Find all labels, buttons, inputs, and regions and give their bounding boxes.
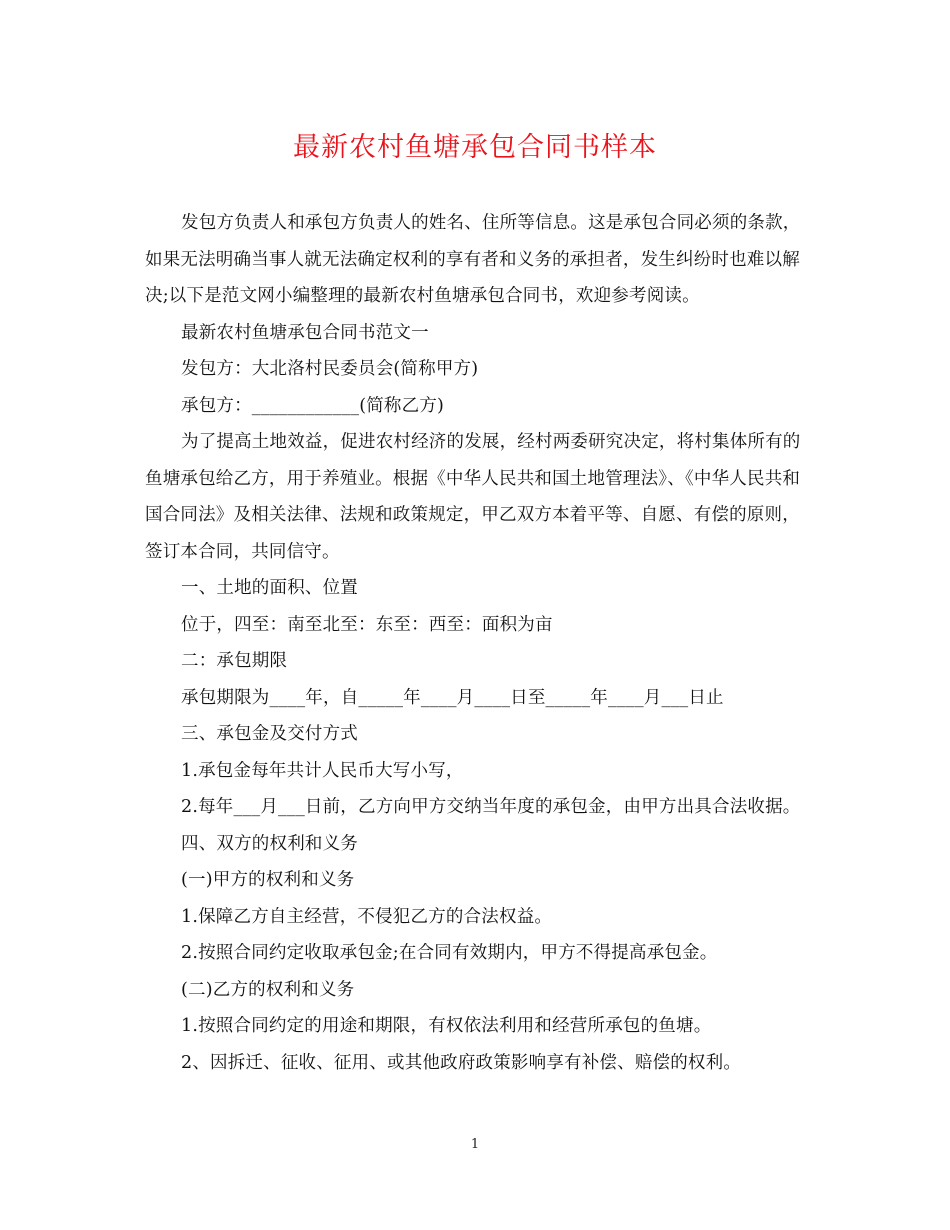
sample-heading: 最新农村鱼塘承包合同书范文一: [181, 322, 429, 343]
party-b-item-2: 2、因拆迁、征收、征用、或其他政府政策影响享有补偿、赔偿的权利。: [181, 1052, 742, 1073]
section-heading-term: 二：承包期限: [181, 651, 288, 671]
section-heading-payment: 三、承包金及交付方式: [181, 724, 358, 744]
page-number: 1: [470, 1137, 480, 1152]
land-location-line: 位于，四至：南至北至：东至：西至：面积为亩: [181, 614, 553, 635]
party-a-item-2: 2.按照合同约定收取承包金;在合同有效期内，甲方不得提高承包金。: [181, 943, 718, 963]
subsection-party-b: (二)乙方的权利和义务: [181, 979, 355, 1000]
section-heading-rights: 四、双方的权利和义务: [181, 833, 358, 854]
party-a-line: 发包方：大北洛村民委员会(简称甲方): [181, 359, 479, 379]
preamble-paragraph: 为了提高土地效益，促进农村经济的发展，经村两委研究决定，将村集体所有的鱼塘承包给乙方，用于养殖业。根据《中华人民共和国土地管理法》、《中华人民共和国合同法》及相关法律、法规和政策规定，甲乙双方本着平等、自愿、有偿的原则，签订本合同，共同信守。: [145, 432, 801, 562]
party-a-item-1: 1.保障乙方自主经营，不侵犯乙方的合法权益。: [181, 906, 553, 927]
document-body: [145, 205, 810, 1081]
term-line: 承包期限为____年，自_____年____月____日至_____年____月___日止: [181, 687, 724, 708]
payment-item-2: 2.每年___月___日前，乙方向甲方交纳当年度的承包金，由甲方出具合法收据。: [181, 797, 801, 817]
intro-paragraph: 发包方负责人和承包方负责人的姓名、住所等信息。这是承包合同必须的条款，如果无法明确当事人就无法确定权利的享有者和义务的承担者，发生纠纷时也难以解决;以下是范文网小编整理的最新农村鱼塘承包合同书，欢迎参考阅读。: [145, 213, 801, 306]
party-b-line: 承包方：____________(简称乙方): [181, 395, 445, 416]
payment-item-1: 1.承包金每年共计人民币大写小写，: [181, 760, 464, 781]
party-b-item-1: 1.按照合同约定的用途和期限，有权依法利用和经营所承包的鱼塘。: [181, 1016, 712, 1036]
section-heading-land: 一、土地的面积、位置: [181, 578, 358, 598]
document-title: 最新农村鱼塘承包合同书样本: [293, 132, 657, 163]
subsection-party-a: (一)甲方的权利和义务: [181, 870, 355, 890]
